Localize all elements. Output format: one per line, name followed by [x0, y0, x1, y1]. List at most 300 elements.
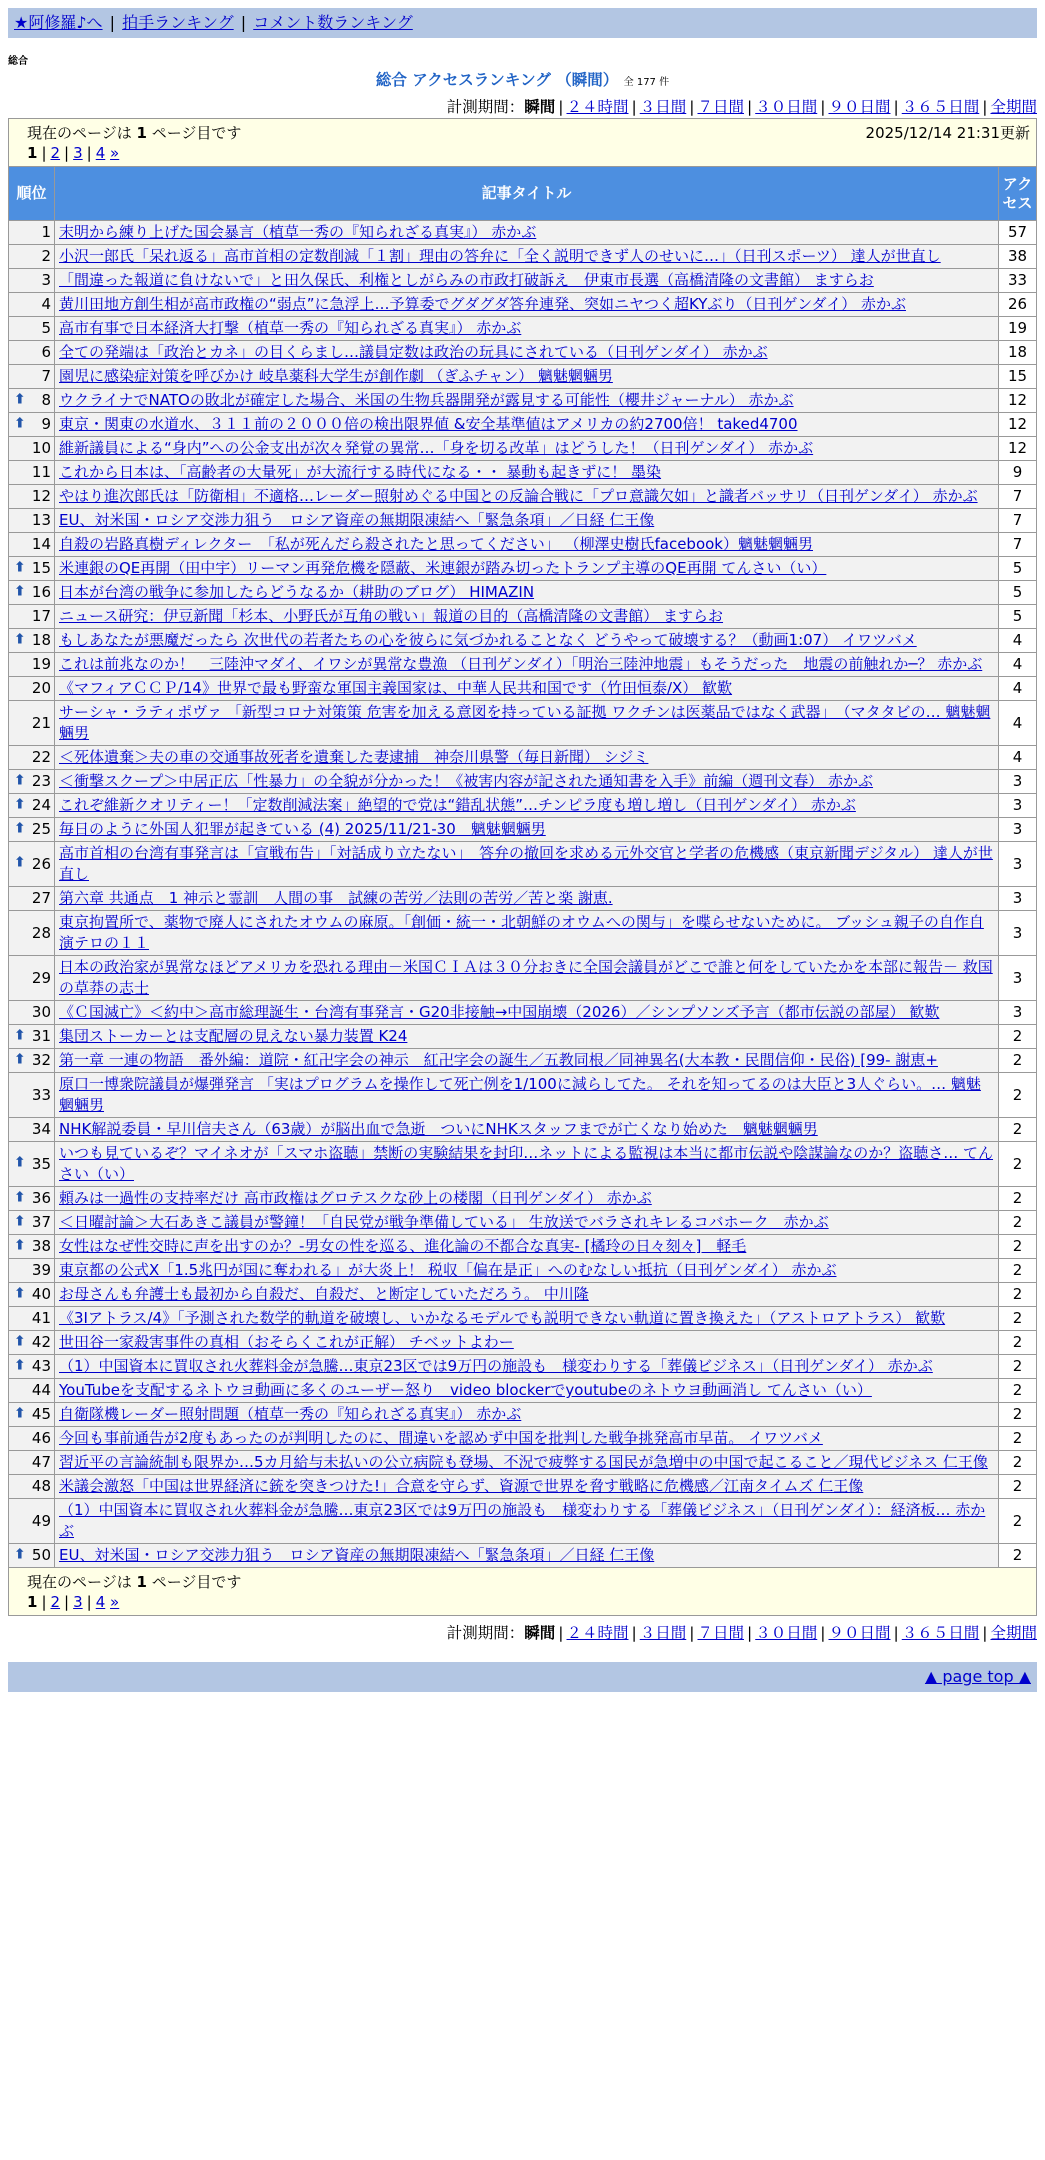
title-cell: [55, 389, 999, 413]
page-link[interactable]: 2: [50, 1593, 61, 1611]
period-option[interactable]: ３６５日間: [901, 98, 980, 116]
home-link[interactable]: ★阿修羅♪へ: [14, 13, 103, 32]
access-count: 5: [999, 605, 1037, 629]
access-count: 18: [999, 341, 1037, 365]
table-row: [9, 365, 1037, 389]
table-header-row: [9, 167, 1037, 221]
updated-timestamp: 2025/12/14 21:31更新: [865, 124, 1030, 142]
up-arrow-icon: ⬆: [14, 1212, 26, 1229]
page-separator: |: [41, 1593, 47, 1611]
article-link[interactable]: 日本が台湾の戦争に参加したらどうなるか（耕助のブログ） HIMAZIN: [59, 583, 535, 601]
rank-number: 34: [31, 1120, 51, 1138]
current-page-text: [27, 122, 241, 143]
title-cell: [55, 605, 999, 629]
article-link[interactable]: 高市首相の台湾有事発言は「宣戦布告」「対話成り立たない」 答弁の撤回を求める元外交官と学者の危機感（東京新聞デジタル） 達人が世直し: [59, 844, 993, 883]
rank-number: 33: [31, 1085, 51, 1104]
period-option[interactable]: ３日間: [639, 98, 687, 116]
access-count: 7: [999, 533, 1037, 557]
article-link[interactable]: 黄川田地方創生相が高市政権の“弱点”に急浮上…予算委でグダグダ答弁連発、突如ニヤつく超KYぶり（日刊ゲンダイ） 赤かぶ: [59, 295, 906, 313]
article-link[interactable]: 女性はなぜ性交時に声を出すのか？-男女の性を巡る、進化論の不都合な真実- [橘玲の日々刻々] 軽毛: [59, 1237, 747, 1255]
period-separator: |: [893, 98, 899, 116]
title-cell: [55, 794, 999, 818]
article-link[interactable]: 原口一博衆院議員が爆弾発言 「実はプログラムを操作して死亡例を1/100に減らしてた。 それを知ってるのは大臣と3人ぐらい。… 魑魅魍魎男: [59, 1075, 981, 1114]
title-cell: [55, 533, 999, 557]
article-link[interactable]: 「間違った報道に負けないで」と田久保氏、利権としがらみの市政打破訴え 伊東市長選（高橋清隆の文書館） ますらお: [59, 271, 874, 289]
access-count: 19: [999, 317, 1037, 341]
article-link[interactable]: ＜死体遺棄＞夫の車の交通事故死者を遺棄した妻逮捕 神奈川県警（毎日新聞） シジミ: [59, 748, 649, 766]
up-arrow-icon: ⬆: [14, 795, 26, 812]
rank-cell: [9, 437, 55, 461]
access-count: 2: [999, 1283, 1037, 1307]
total-count: 全 177 件: [623, 77, 670, 88]
title-cell: [55, 1118, 999, 1142]
rank-number: 18: [31, 631, 51, 649]
rank-cell: [9, 1499, 55, 1544]
access-count: 15: [999, 365, 1037, 389]
rank-number: 23: [31, 772, 51, 790]
rank-cell: [9, 956, 55, 1001]
title-cell: [55, 887, 999, 911]
period-option[interactable]: 全期間: [990, 98, 1037, 116]
article-link[interactable]: 小沢一郎氏「呆れ返る」高市首相の定数削減「１割」理由の答弁に「全く説明できず人のせいに…」（日刊スポーツ） 達人が世直し: [59, 247, 941, 265]
table-row: [9, 1475, 1037, 1499]
rank-cell: [9, 1331, 55, 1355]
rank-cell: [9, 317, 55, 341]
table-row: [9, 794, 1037, 818]
access-count: 2: [999, 1403, 1037, 1427]
rank-cell: [9, 701, 55, 746]
rank-number: 1: [41, 223, 51, 241]
rank-cell: [9, 677, 55, 701]
table-row: [9, 1025, 1037, 1049]
up-arrow-icon: ⬆: [14, 1050, 26, 1067]
up-arrow-icon: ⬆: [14, 1284, 26, 1301]
table-row: [9, 911, 1037, 956]
access-count: 12: [999, 437, 1037, 461]
rank-cell: [9, 1379, 55, 1403]
rank-cell: [9, 770, 55, 794]
access-count: 4: [999, 746, 1037, 770]
period-selector-bottom: [8, 1622, 1037, 1644]
title-cell: [55, 413, 999, 437]
rank-number: 12: [31, 487, 51, 505]
rank-cell: [9, 221, 55, 245]
table-row: [9, 245, 1037, 269]
rank-number: 45: [31, 1405, 51, 1423]
ranking-table-body: [9, 221, 1037, 1568]
rank-cell: [9, 1235, 55, 1259]
article-link[interactable]: 東京・関東の水道水、３１１前の２０００倍の検出限界値 &安全基準値はアメリカの約2700倍！ taked4700: [59, 415, 798, 433]
article-link[interactable]: お母さんも弁護士も最初から自殺だ、自殺だ、と断定していただろう。 中川隆: [59, 1285, 589, 1303]
title-cell: [55, 629, 999, 653]
up-arrow-icon: ⬆: [14, 854, 26, 871]
table-row: [9, 317, 1037, 341]
page-link[interactable]: 4: [95, 1593, 106, 1611]
access-count: 7: [999, 509, 1037, 533]
rank-cell: [9, 509, 55, 533]
rank-number: 32: [31, 1051, 51, 1069]
title-cell: [55, 269, 999, 293]
up-arrow-icon: ⬆: [14, 1236, 26, 1253]
page-separator: |: [64, 1593, 70, 1611]
page-links: [27, 144, 1030, 162]
page-link[interactable]: 1: [27, 144, 38, 162]
up-arrow-icon: ⬆: [14, 819, 26, 836]
rank-cell: [9, 842, 55, 887]
article-link[interactable]: YouTubeを支配するネトウヨ動画に多くのユーザー怒り video blockerでyoutubeのネトウヨ動画消し てんさい（い）: [59, 1381, 872, 1399]
article-link[interactable]: 毎日のように外国人犯罪が起きている (4) 2025/11/21-30 魑魅魍魎男: [59, 820, 546, 838]
up-arrow-icon: ⬆: [14, 1332, 26, 1349]
article-link[interactable]: 第六章 共通点 1 神示と霊訓 人間の事 試練の苦労／法則の苦労／苦と楽 謝恵.: [59, 889, 613, 907]
pager-top: [8, 118, 1037, 166]
title-cell: [55, 317, 999, 341]
article-link[interactable]: 今回も事前通告が2度もあったのが判明したのに、間違いを認めず中国を批判した戦争挑発高市早苗。 イワツバメ: [59, 1429, 823, 1447]
table-row: [9, 1187, 1037, 1211]
rank-number: 37: [31, 1213, 51, 1231]
rank-cell: [9, 269, 55, 293]
title-cell: [55, 1544, 999, 1568]
table-row: [9, 770, 1037, 794]
rank-number: 15: [31, 559, 51, 577]
table-row: [9, 293, 1037, 317]
period-current: 瞬間: [524, 1624, 556, 1642]
rank-cell: [9, 1259, 55, 1283]
table-row: [9, 1211, 1037, 1235]
access-count: 3: [999, 818, 1037, 842]
period-separator: |: [747, 98, 753, 116]
access-count: 3: [999, 1001, 1037, 1025]
title-cell: [55, 1307, 999, 1331]
up-arrow-icon: ⬆: [14, 558, 26, 575]
rank-cell: [9, 1451, 55, 1475]
title-cell: [55, 1283, 999, 1307]
title-cell: [55, 365, 999, 389]
top-nav-bar: [8, 8, 1037, 38]
period-option[interactable]: ２４時間: [566, 1624, 629, 1642]
title-cell: [55, 1049, 999, 1073]
title-cell: [55, 911, 999, 956]
article-link[interactable]: 東京拘置所で、薬物で廃人にされたオウムの麻原。「創価・統一・北朝鮮のオウムへの関与」を喋らせないために。 ブッシュ親子の自作自演テロの１１: [59, 913, 984, 952]
table-row: [9, 1331, 1037, 1355]
access-count: 2: [999, 1259, 1037, 1283]
table-row: [9, 677, 1037, 701]
table-row: [9, 413, 1037, 437]
rank-number: 50: [31, 1546, 51, 1564]
access-count: 2: [999, 1355, 1037, 1379]
access-count: 2: [999, 1235, 1037, 1259]
up-arrow-icon: ⬆: [14, 630, 26, 647]
article-link[interactable]: EU、対米国・ロシア交渉力狙う ロシア資産の無期限凍結へ「緊急条項」／日経 仁王像: [59, 1546, 655, 1564]
access-header: アクセス: [999, 167, 1037, 221]
page-link[interactable]: 3: [73, 1593, 83, 1611]
next-page-link[interactable]: »: [110, 1593, 120, 1611]
pager-text-suffix: ページ目です: [151, 1573, 242, 1591]
rank-cell: [9, 389, 55, 413]
article-link[interactable]: いつも見ているぞ？マイネオが「スマホ盗聴」禁断の実験結果を封印…ネットによる監視は本当に都市伝説や陰謀論なのか？盗聴さ… てんさい（い）: [59, 1144, 994, 1183]
article-link[interactable]: サーシャ・ラティポヴァ 「新型コロナ対策策 危害を加える意図を持っている証拠 ワクチンは医薬品ではなく武器」 （マタタビの… 魑魅魍魎男: [59, 703, 991, 742]
access-count: 26: [999, 293, 1037, 317]
access-count: 38: [999, 245, 1037, 269]
article-link[interactable]: 維新議員による“身内”への公金支出が次々発覚の異常…「身を切る改革」はどうした！（日刊ゲンダイ） 赤かぶ: [59, 439, 814, 457]
access-count: 2: [999, 1142, 1037, 1187]
page-top-link[interactable]: ▲ page top ▲: [924, 1667, 1031, 1686]
up-arrow-icon: ⬆: [14, 582, 26, 599]
article-link[interactable]: EU、対米国・ロシア交渉力狙う ロシア資産の無期限凍結へ「緊急条項」／日経 仁王像: [59, 511, 655, 529]
section-label: 総合: [8, 56, 28, 67]
rank-cell: [9, 293, 55, 317]
rank-cell: [9, 1049, 55, 1073]
article-link[interactable]: これは前兆なのか！ 三陸沖マダイ、イワシが異常な豊漁 （日刊ゲンダイ）「明治三陸沖地震」もそうだった 地震の前触れか─？ 赤かぶ: [59, 655, 983, 673]
title-cell: [55, 509, 999, 533]
article-link[interactable]: 自衛隊機レーダー照射問題（植草一秀の『知られざる真実』） 赤かぶ: [59, 1405, 522, 1423]
article-link[interactable]: これから日本は、「高齢者の大量死」が大流行する時代になる・・ 暴動も起きずに！ 墨染: [59, 463, 662, 481]
article-link[interactable]: 末明から練り上げた国会暴言（植草一秀の『知られざる真実』） 赤かぶ: [59, 223, 537, 241]
article-link[interactable]: ＜衝撃スクープ＞中居正広「性暴力」の全貌が分かった！《被害内容が記された通知書を入手》前編（週刊文春） 赤かぶ: [59, 772, 874, 790]
title-cell: [55, 818, 999, 842]
rank-number: 29: [31, 968, 51, 987]
article-link[interactable]: ニュース研究：伊豆新聞「杉本、小野氏が互角の戦い」報道の目的（高橋清隆の文書館） ますらお: [59, 607, 724, 625]
rank-number: 46: [31, 1429, 51, 1447]
rank-number: 2: [41, 247, 51, 265]
table-row: [9, 605, 1037, 629]
title-cell: [55, 461, 999, 485]
article-link[interactable]: 頼みは一過性の支持率だけ 高市政権はグロテスクな砂上の楼閣（日刊ゲンダイ） 赤かぶ: [59, 1189, 652, 1207]
rank-number: 14: [31, 535, 51, 553]
article-link[interactable]: これぞ維新クオリティー！「定数削減法案」絶望的で党は“錯乱状態”…チンピラ度も増し増し（日刊ゲンダイ） 赤かぶ: [59, 796, 856, 814]
article-link[interactable]: 《3Iアトラス/4》「予測された数学的軌道を破壊し、いかなるモデルでも説明できない軌道に置き換えた」（アストロアトラス） 歓歎: [59, 1309, 946, 1327]
rank-cell: [9, 1283, 55, 1307]
table-row: [9, 1427, 1037, 1451]
article-link[interactable]: 《Ｃ国滅亡》＜約中＞高市総理誕生・台湾有事発言・G20非接触→中国崩壊（2026）／シンプソンズ予言（都市伝説の部屋） 歓歎: [59, 1003, 940, 1021]
article-link[interactable]: ウクライナでNATOの敗北が確定した場合、米国の生物兵器開発が露見する可能性（櫻井ジャーナル） 赤かぶ: [59, 391, 794, 409]
rank-number: 36: [31, 1189, 51, 1207]
rank-number: 25: [31, 820, 51, 838]
period-option[interactable]: ３０日間: [755, 1624, 818, 1642]
rank-cell: [9, 1544, 55, 1568]
up-arrow-icon: ⬆: [14, 1154, 26, 1171]
rank-cell: [9, 461, 55, 485]
table-row: [9, 1049, 1037, 1073]
period-option[interactable]: ９０日間: [828, 98, 891, 116]
rank-number: 20: [31, 679, 51, 697]
table-row: [9, 1142, 1037, 1187]
title-cell: [55, 1235, 999, 1259]
article-link[interactable]: 園児に感染症対策を呼びかけ 岐阜薬科大学生が創作劇 （ぎふチャン） 魑魅魍魎男: [59, 367, 613, 385]
period-option[interactable]: ９０日間: [828, 1624, 891, 1642]
up-arrow-icon: ⬆: [14, 1356, 26, 1373]
rank-number: 42: [31, 1333, 51, 1351]
table-row: [9, 1259, 1037, 1283]
title-cell: [55, 1475, 999, 1499]
next-page-link[interactable]: »: [110, 144, 120, 162]
up-arrow-icon: ⬆: [14, 1026, 26, 1043]
rank-cell: [9, 1025, 55, 1049]
rank-cell: [9, 1118, 55, 1142]
page-link[interactable]: 2: [50, 144, 61, 162]
article-link[interactable]: 日本の政治家が異常なほどアメリカを恐れる理由－米国ＣＩＡは３０分おきに全国会議員がどこで誰と何をしていたかを本部に報告－ 救国の草莽の志士: [59, 958, 993, 997]
rank-number: 27: [31, 889, 51, 907]
rank-cell: [9, 533, 55, 557]
rank-cell: [9, 653, 55, 677]
article-link[interactable]: 米議会激怒「中国は世界経済に銃を突きつけた!」合意を守らず、資源で世界を脅す戦略に危機感／江南タイムズ 仁王像: [59, 1477, 864, 1495]
table-row: [9, 485, 1037, 509]
access-count: 4: [999, 629, 1037, 653]
title-cell: [55, 956, 999, 1001]
title-cell: [55, 1379, 999, 1403]
article-link[interactable]: やはり進次郎氏は「防衛相」不適格…レーダー照射めぐる中国との反論合戦に「プロ意識欠如」と識者バッサリ（日刊ゲンダイ） 赤かぶ: [59, 487, 978, 505]
current-page-text-bottom: [27, 1571, 241, 1592]
article-link[interactable]: もしあなたが悪魔だったら 次世代の若者たちの心を彼らに気づかれることなく どうやって破壊する？（動画1:07） イワツバメ: [59, 631, 917, 649]
table-row: [9, 389, 1037, 413]
title-cell: [55, 293, 999, 317]
article-link[interactable]: 高市有事で日本経済大打撃（植草一秀の『知られざる真実』） 赤かぶ: [59, 319, 522, 337]
rank-cell: [9, 1073, 55, 1118]
up-arrow-icon: ⬆: [14, 1545, 26, 1562]
access-count: 2: [999, 1187, 1037, 1211]
article-link[interactable]: 第一章 一連の物語 番外編：道院・紅卍字会の神示 紅卍字会の誕生／五教同根／同神異名(大本教・民間信仰・民俗) [99- 謝恵+: [59, 1051, 938, 1069]
title-cell: [55, 1355, 999, 1379]
access-count: 2: [999, 1118, 1037, 1142]
access-count: 3: [999, 911, 1037, 956]
rank-cell: [9, 1427, 55, 1451]
access-count: 3: [999, 887, 1037, 911]
rank-number: 44: [31, 1381, 51, 1399]
period-separator: |: [558, 1624, 564, 1642]
table-row: [9, 1307, 1037, 1331]
rank-cell: [9, 341, 55, 365]
up-arrow-icon: ⬆: [14, 771, 26, 788]
article-link[interactable]: ＜日曜討論＞大石あきこ議員が警鐘！「自民党が戦争準備している」 生放送でバラされキレるコバホーク 赤かぶ: [59, 1213, 829, 1231]
rank-number: 49: [31, 1511, 51, 1530]
nav-separator: |: [109, 13, 116, 32]
rank-cell: [9, 1142, 55, 1187]
period-selector: [8, 96, 1037, 118]
title-cell: [55, 1142, 999, 1187]
pager-text-prefix: 現在のページは: [27, 1573, 132, 1591]
table-row: [9, 1001, 1037, 1025]
access-count: 2: [999, 1025, 1037, 1049]
page-link[interactable]: 3: [73, 144, 83, 162]
article-link[interactable]: （1）中国資本に買収され火葬料金が急騰…東京23区では9万円の施設も 様変わりする「葬儀ビジネス」（日刊ゲンダイ） 赤かぶ: [59, 1357, 933, 1375]
article-link[interactable]: 《マフィアＣＣＰ/14》世界で最も野蛮な軍国主義国家は、中華人民共和国です（竹田恒泰/X） 歓歎: [59, 679, 733, 697]
article-link[interactable]: （1）中国資本に買収され火葬料金が急騰…東京23区では9万円の施設も 様変わりする「葬儀ビジネス」（日刊ゲンダイ）：経済板… 赤かぶ: [59, 1501, 986, 1540]
title-cell: [55, 1001, 999, 1025]
rank-number: 21: [31, 713, 51, 732]
table-row: [9, 842, 1037, 887]
period-option[interactable]: ７日間: [697, 98, 744, 116]
article-link[interactable]: 全ての発端は「政治とカネ」の目くらまし…議員定数は政治の玩具にされている（日刊ゲンダイ） 赤かぶ: [59, 343, 768, 361]
rank-cell: [9, 485, 55, 509]
access-count: 2: [999, 1211, 1037, 1235]
rank-cell: [9, 887, 55, 911]
page-link[interactable]: 4: [95, 144, 106, 162]
page-separator: |: [86, 1593, 92, 1611]
title-cell: [55, 1259, 999, 1283]
table-row: [9, 461, 1037, 485]
clap-ranking-link[interactable]: 拍手ランキング: [122, 13, 234, 32]
table-row: [9, 557, 1037, 581]
period-option[interactable]: ３６５日間: [901, 1624, 980, 1642]
rank-number: 38: [31, 1237, 51, 1255]
period-separator: |: [893, 1624, 899, 1642]
rank-number: 24: [31, 796, 51, 814]
comment-ranking-link[interactable]: コメント数ランキング: [253, 13, 413, 32]
period-option[interactable]: ３日間: [639, 1624, 687, 1642]
page-separator: |: [86, 144, 92, 162]
rank-cell: [9, 1001, 55, 1025]
rank-header: 順位: [9, 167, 55, 221]
up-arrow-icon: ⬆: [14, 390, 26, 407]
page-links-bottom: [27, 1593, 1030, 1611]
period-option[interactable]: ７日間: [697, 1624, 744, 1642]
rank-cell: [9, 1475, 55, 1499]
title-cell: [55, 701, 999, 746]
rank-number: 41: [31, 1309, 51, 1327]
rank-cell: [9, 1187, 55, 1211]
period-label: 計測期間：: [446, 1624, 525, 1642]
rank-cell: [9, 413, 55, 437]
period-separator: |: [689, 1624, 695, 1642]
rank-cell: [9, 365, 55, 389]
access-count: 2: [999, 1073, 1037, 1118]
table-row: [9, 509, 1037, 533]
rank-cell: [9, 818, 55, 842]
access-count: 2: [999, 1475, 1037, 1499]
table-row: [9, 269, 1037, 293]
footer-bar: [8, 1662, 1037, 1692]
article-link[interactable]: 習近平の言論統制も限界か…5カ月給与未払いの公立病院も登場、不況で疲弊する国民が急増中の中国で起こること／現代ビジネス 仁王像: [59, 1453, 988, 1471]
title-cell: [55, 746, 999, 770]
rank-number: 22: [31, 748, 51, 766]
rank-number: 11: [31, 463, 51, 481]
title-cell: [55, 1211, 999, 1235]
article-link[interactable]: 米連銀のQE再開（田中宇）リーマン再発危機を隠蔽、米連銀が踏み切ったトランプ主導のQE再開 てんさい（い）: [59, 559, 827, 577]
article-link[interactable]: NHK解説委員・早川信夫さん（63歳）が脳出血で急逝 ついにNHKスタッフまでが亡くなり始めた 魑魅魍魎男: [59, 1120, 818, 1138]
access-count: 4: [999, 701, 1037, 746]
page-separator: |: [41, 144, 47, 162]
article-link[interactable]: 自殺の岩路真樹ディレクター 「私が死んだら殺されたと思ってください」 （柳澤史樹氏facebook）魑魅魍魎男: [59, 535, 813, 553]
article-link[interactable]: 世田谷一家殺害事件の真相（おそらくこれが正解） チベットよわー: [59, 1333, 514, 1351]
period-separator: |: [982, 1624, 988, 1642]
table-row: [9, 1355, 1037, 1379]
period-separator: |: [747, 1624, 753, 1642]
page-title: 総合 アクセスランキング （瞬間）: [375, 71, 619, 89]
table-row: [9, 701, 1037, 746]
period-option[interactable]: ３０日間: [755, 98, 818, 116]
title-cell: [55, 1331, 999, 1355]
rank-number: 35: [31, 1154, 51, 1173]
access-count: 12: [999, 413, 1037, 437]
period-option[interactable]: 全期間: [990, 1624, 1037, 1642]
rank-cell: [9, 1403, 55, 1427]
period-option[interactable]: ２４時間: [566, 98, 629, 116]
period-current: 瞬間: [524, 98, 556, 116]
article-link[interactable]: 集団ストーカーとは支配層の見えない暴力装置 K24: [59, 1027, 408, 1045]
title-cell: [55, 1073, 999, 1118]
title-cell: [55, 1427, 999, 1451]
page-link[interactable]: 1: [27, 1593, 38, 1611]
table-row: [9, 1235, 1037, 1259]
article-link[interactable]: 東京都の公式X「1.5兆円が国に奪われる」が大炎上！ 税収「偏在是正」へのむなしい抵抗（日刊ゲンダイ） 赤かぶ: [59, 1261, 837, 1279]
access-count: 3: [999, 794, 1037, 818]
rank-number: 31: [31, 1027, 51, 1045]
title-cell: [55, 581, 999, 605]
rank-number: 13: [31, 511, 51, 529]
period-separator: |: [631, 1624, 637, 1642]
period-separator: |: [558, 98, 564, 116]
access-count: 2: [999, 1499, 1037, 1544]
period-separator: |: [820, 98, 826, 116]
